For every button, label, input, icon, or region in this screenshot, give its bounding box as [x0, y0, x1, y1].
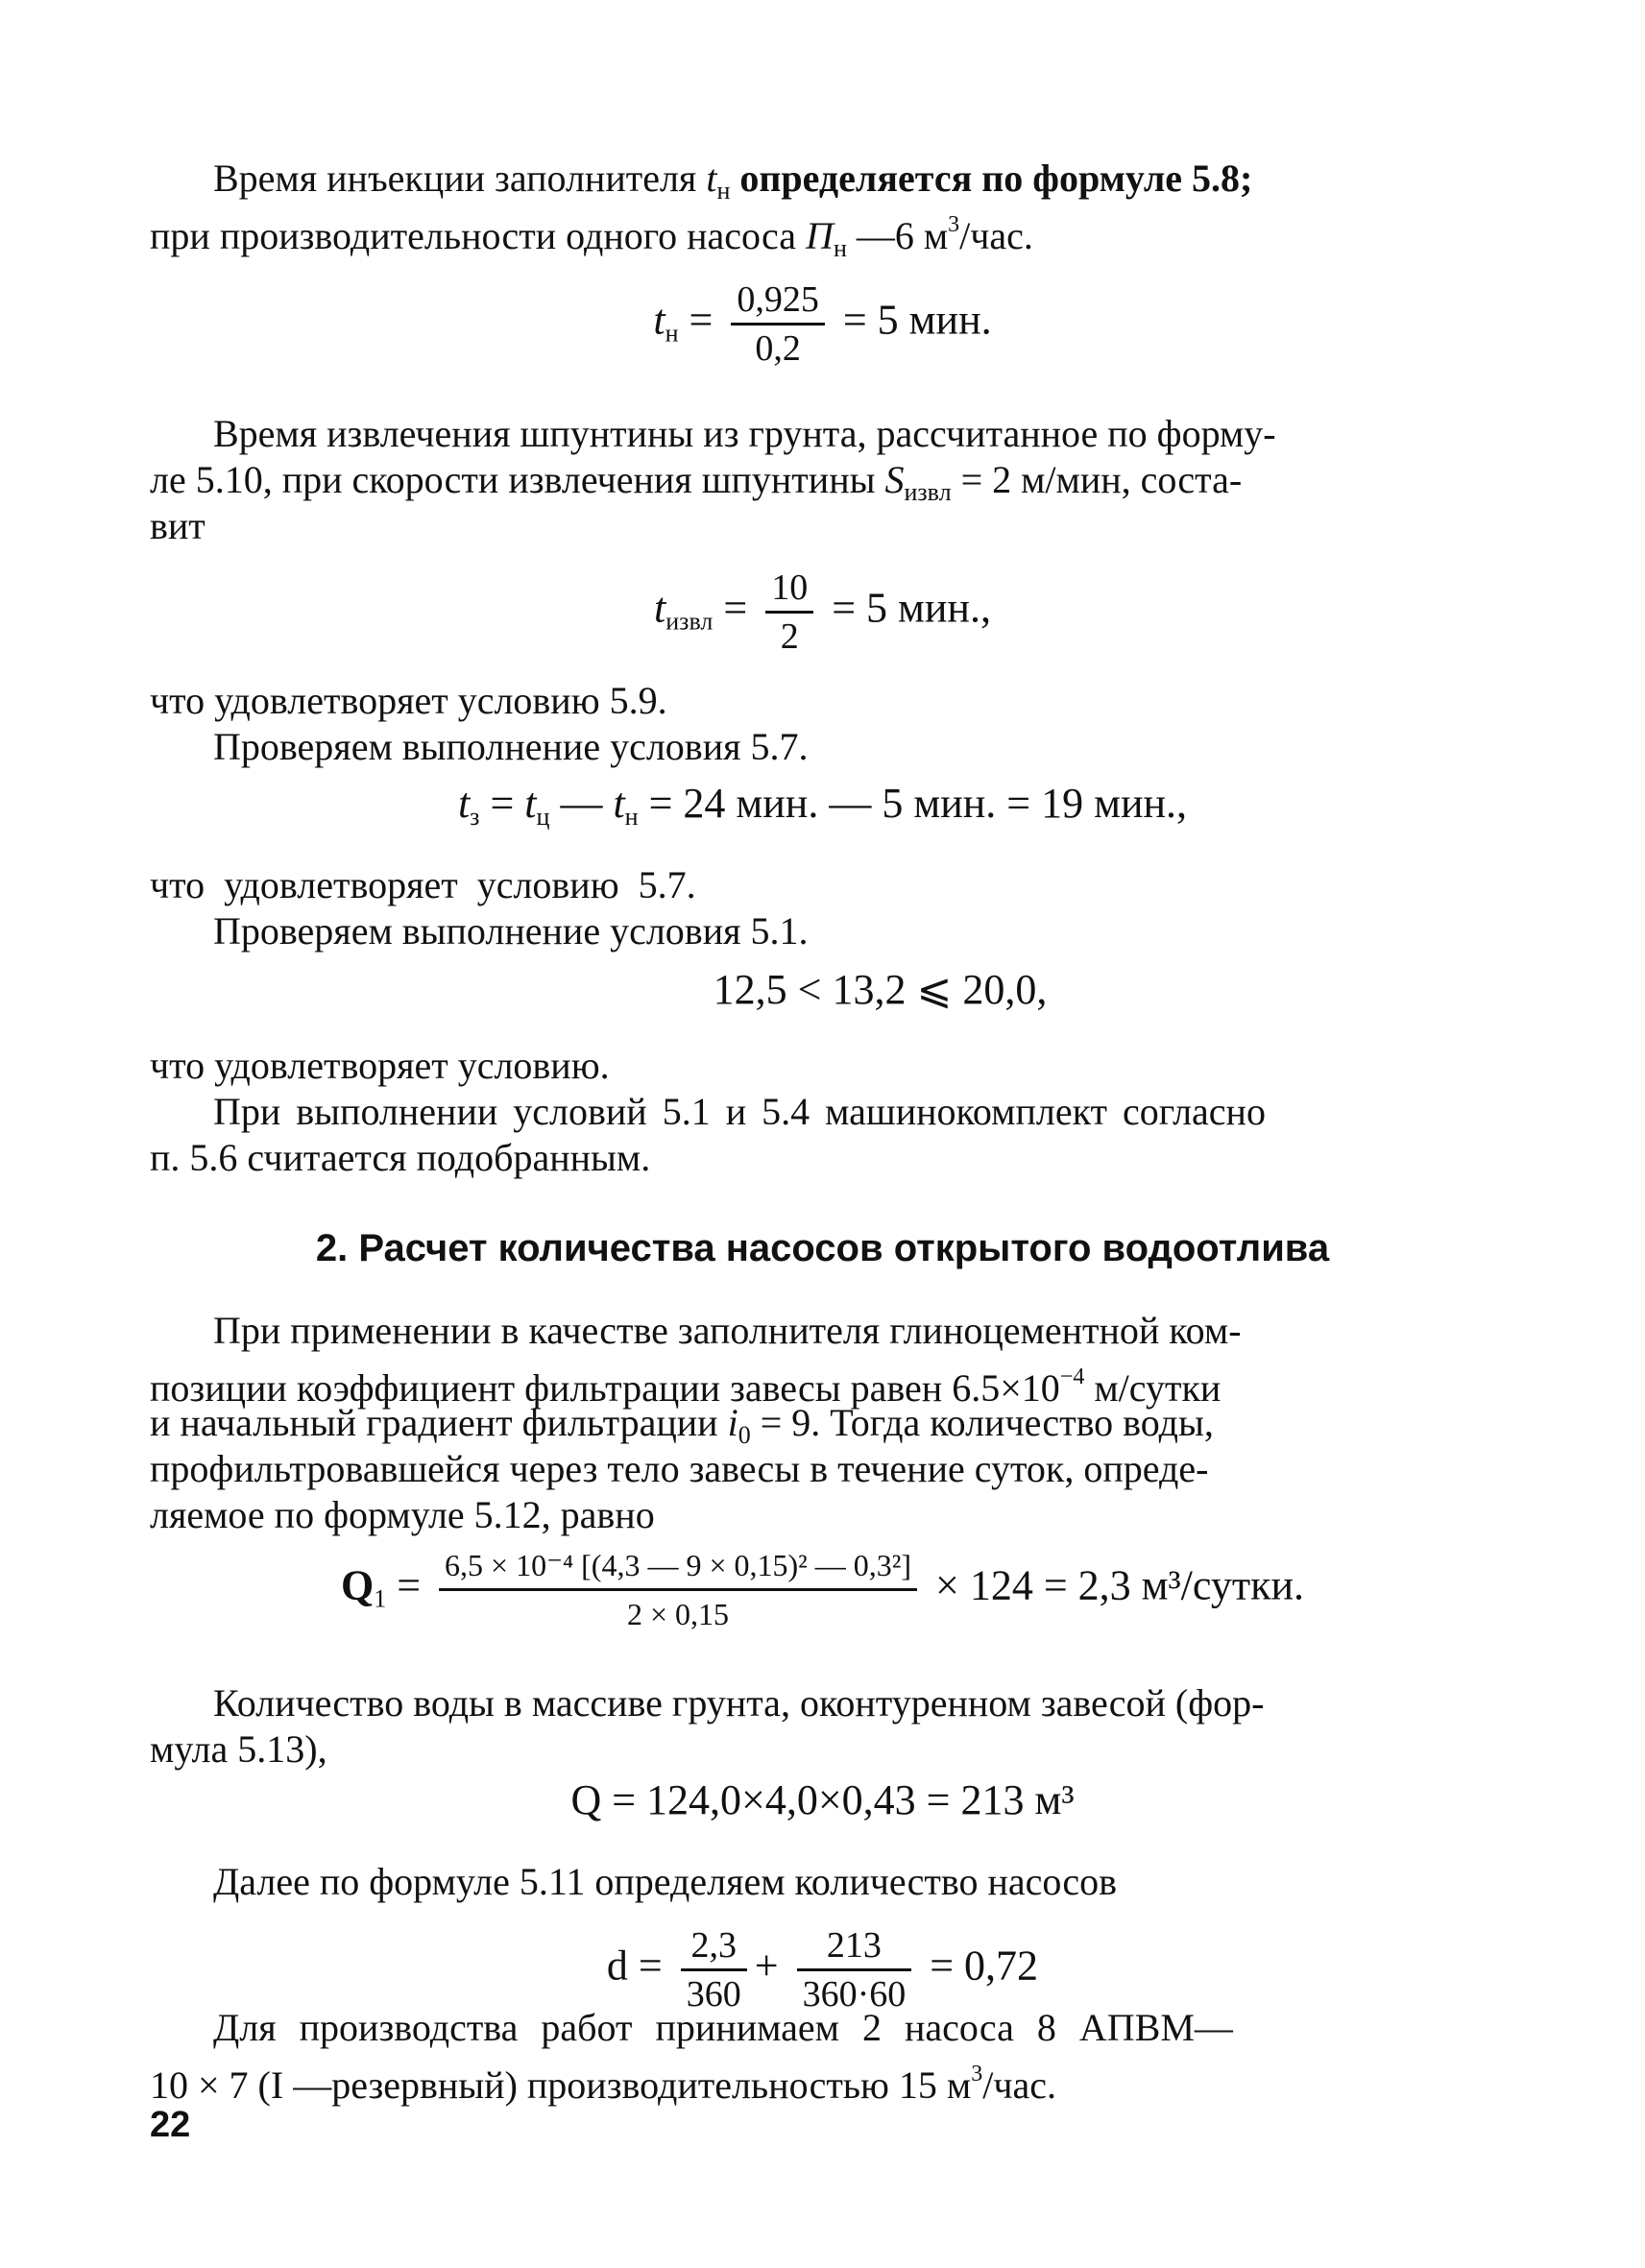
fraction: $\frac{0,925}{0,2}$ [731, 278, 825, 370]
paragraph-line: 10 × 7 (I —резервный) производительностью 15 $м^3$/час. [150, 2062, 1056, 2107]
formula-tn: $t_н$ = $\frac{0,925}{0,2}$ = 5 мин. [653, 279, 992, 369]
paragraph-line: ле 5.10, при скорости извлечения шпунтины $S_{извл} = 2$ м/мин, соста- [150, 458, 1243, 506]
paragraph-line: Проверяем выполнение условия 5.7. [213, 725, 809, 768]
paragraph-line: при производительности одного насоса $П_н$ —6 $м^3$/час. [150, 212, 1033, 262]
paragraph-line: позиции коэффициент фильтрации завесы равен $6.5\times 10^{-4}$ м/сутки [150, 1364, 1222, 1410]
fraction: $\frac{213}{360\cdot 60}$ [797, 1924, 912, 2015]
paragraph-line: ляемое по формуле 5.12, равно [150, 1493, 655, 1536]
paragraph-line: что удовлетворяет условию 5.9. [150, 679, 667, 722]
section-heading: 2. Расчет количества насосов открытого водоотлива [315, 1227, 1330, 1269]
formula-inequality: 12,5 < 13,2 ⩽ 20,0, [713, 966, 1048, 1013]
fraction: $\frac{\text{6,5 × 10⁻⁴ [(4,3 — 9 × 0,15)² — 0,3²]}}{2 \times 0,15}$ [439, 1544, 917, 1635]
paragraph-line: Для производства работ принимаем 2 насоса 8 АПВМ— [213, 2006, 1233, 2049]
paragraph-line: вит [150, 504, 206, 547]
paragraph-line: что удовлетворяет условию. [150, 1044, 610, 1087]
paragraph-line: Проверяем выполнение условия 5.1. [213, 909, 809, 953]
formula-q: Q = 124,0×4,0×0,43 = 213 м³ [570, 1776, 1075, 1823]
paragraph-line: Время извлечения шпунтины из грунта, рассчитанное по форму- [213, 412, 1276, 455]
paragraph-line: Время инъекции заполнителя $t_н$ определяется по формуле 5.8; [213, 157, 1253, 205]
fraction: $\frac{10}{2}$ [765, 567, 813, 658]
formula-q1: $Q_1$ = $\frac{\text{6,5 × 10⁻⁴ [(4,3 — 9 × 0,15)² — 0,3²]}}{2 \times 0,15}$ × 124 = 2,3 м³/сутки. [0, 1544, 1645, 1635]
formula-tizvl: $t_{извл}$ = $\frac{10}{2}$ = 5 мин., [654, 567, 991, 657]
paragraph-line: При применении в качестве заполнителя глиноцементной ком- [213, 1309, 1242, 1352]
formula-t3: $t_з = t_ц$ — $t_н = 24$ мин. — 5 мин. = 19 мин., [457, 780, 1188, 831]
fraction: $\frac{2,3}{360}$ [681, 1924, 747, 2015]
paragraph-line: Количество воды в массиве грунта, оконтуренном завесой (фор- [213, 1681, 1265, 1725]
page-number: 22 [150, 2105, 191, 2145]
paragraph-line: При выполнении условий 5.1 и 5.4 машинокомплект согласно [213, 1090, 1266, 1133]
paragraph-line: и начальный градиент фильтрации $i_0 = 9$. Тогда количество воды, [150, 1401, 1214, 1449]
paragraph-line: Далее по формуле 5.11 определяем количество насосов [213, 1860, 1118, 1903]
formula-d: d = $\frac{2,3}{360}$ + $\frac{213}{360\cdot 60}$ = 0,72 [606, 1925, 1039, 2015]
paragraph-line: что удовлетворяет условию 5.7. [150, 863, 696, 906]
paragraph-line: п. 5.6 считается подобранным. [150, 1136, 651, 1179]
paragraph-line: мула 5.13), [150, 1727, 327, 1771]
paragraph-line: профильтровавшейся через тело завесы в течение суток, опреде- [150, 1447, 1209, 1490]
